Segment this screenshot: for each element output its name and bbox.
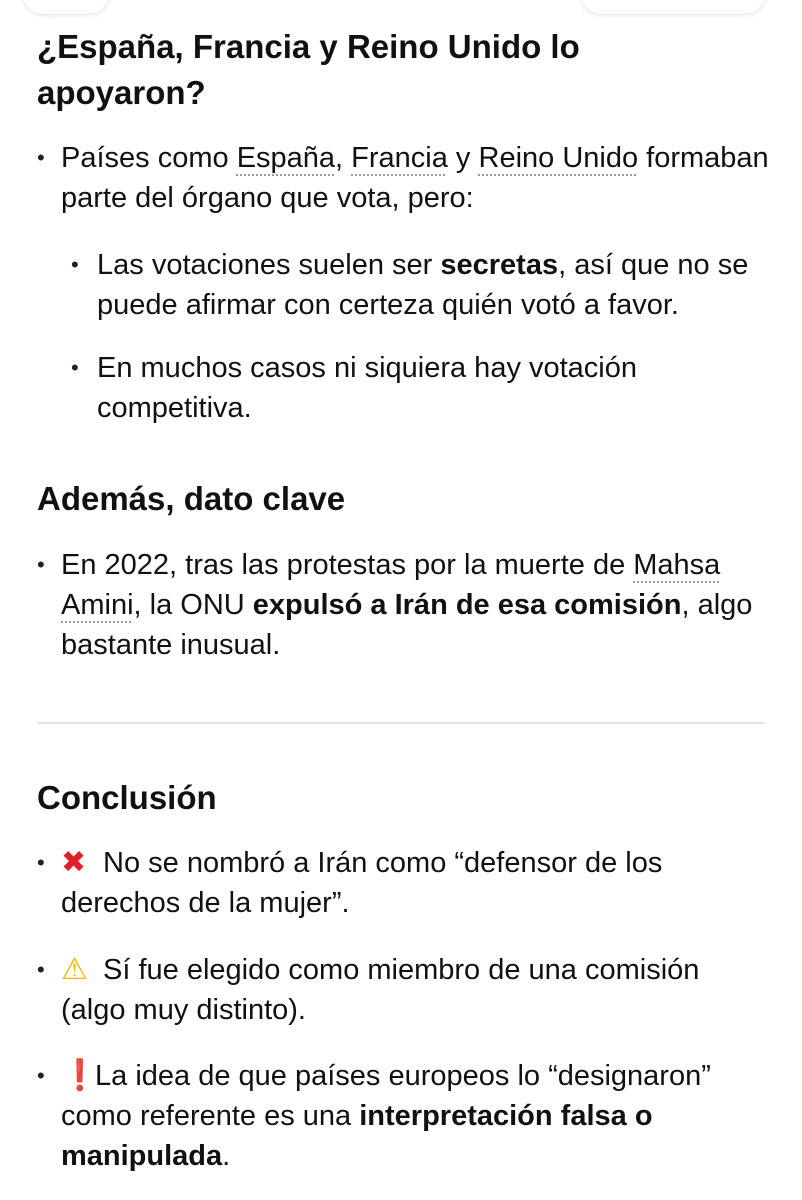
bullet-false-interpretation: • ❗La idea de que países europeos lo “designaron” como referente es una interpretación falsa o manipulada. <box>61 1056 771 1176</box>
section-divider <box>37 722 765 724</box>
top-left-button[interactable] <box>22 0 110 14</box>
bullet-not-named: • ✖ No se nombró a Irán como “defensor de los derechos de la mujer”. <box>61 843 771 923</box>
exclamation-icon: ❗ <box>61 1058 99 1093</box>
cross-mark-icon: ✖ <box>61 845 87 880</box>
warning-icon: ⚠ <box>61 952 88 987</box>
subbullet-competitive-vote: • En muchos casos ni siquiera hay votación competitiva. <box>97 348 777 428</box>
link-francia[interactable]: Francia <box>351 142 448 174</box>
link-espana[interactable]: España <box>236 142 336 174</box>
link-reino-unido[interactable]: Reino Unido <box>478 142 639 174</box>
bullet-countries: • Países como España, Francia y Reino Unido formaban parte del órgano que vota, pero: <box>61 138 771 218</box>
top-right-button[interactable] <box>580 0 766 14</box>
bullet-expulsion: • En 2022, tras las protestas por la muerte de Mahsa Amini, la ONU expulsó a Irán de esa comisión, algo bastante inusual. <box>61 545 771 665</box>
heading-support: ¿España, Francia y Reino Unido lo apoyaron? <box>37 28 580 111</box>
subbullet-secret-votes: • Las votaciones suelen ser secretas, así que no se puede afirmar con certeza quién votó a favor. <box>97 245 777 325</box>
heading-key-fact: Además, dato clave <box>37 480 346 517</box>
link-mahsa-amini[interactable]: Mahsa Amini <box>61 549 721 621</box>
heading-conclusion: Conclusión <box>37 779 217 816</box>
bullet-elected-member: • ⚠ Sí fue elegido como miembro de una comisión (algo muy distinto). <box>61 950 771 1030</box>
